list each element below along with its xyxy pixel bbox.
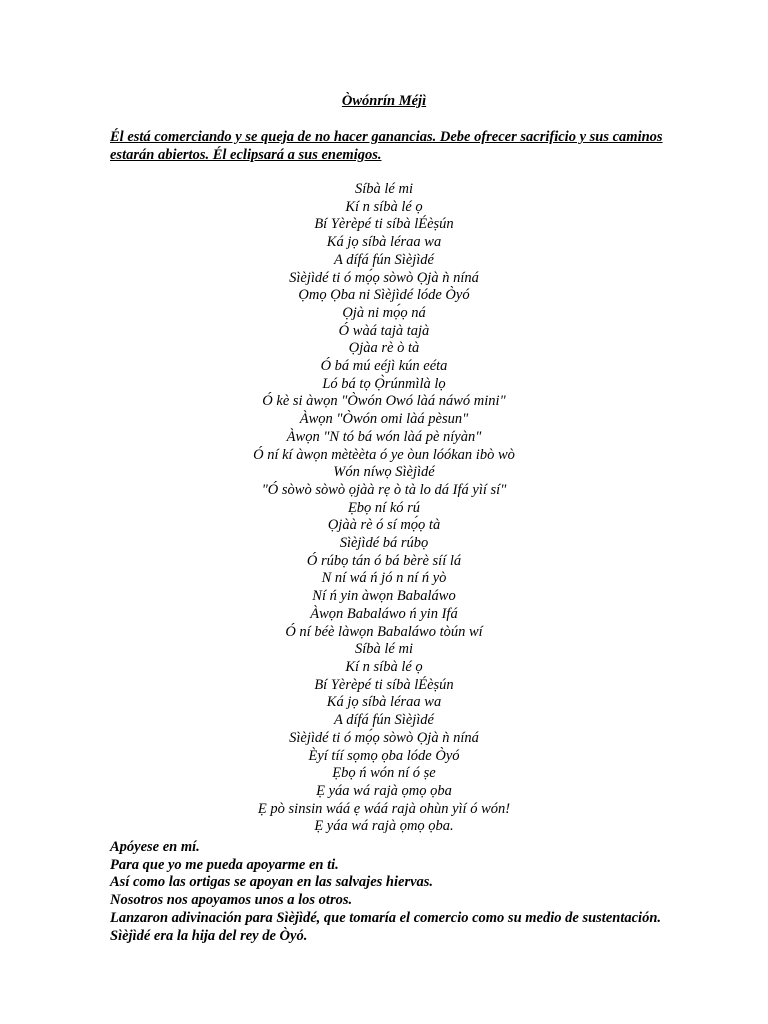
verse-line: Ẹ yáa wá rajà ọmọ ọba. <box>314 818 454 835</box>
page-title: Òwónrín Méjì <box>341 93 427 109</box>
verse-line: Kí n síbà lé ọ <box>345 198 423 215</box>
verse-line: Ọmọ Ọba ni Sìèjìdé lóde Òyó <box>298 287 470 304</box>
verse-line: Wón níwọ Sìèjìdé <box>333 464 435 481</box>
translation-line: Nosotros nos apoyamos unos a los otros. <box>110 892 353 909</box>
translation-block <box>110 839 670 945</box>
verse-line: A dífá fún Sìèjìdé <box>333 712 434 729</box>
verse-line: Ọjàa rè ò tà <box>348 340 420 357</box>
translation-line: Lanzaron adivinación para Sìèjìdé, que tomaría el comercio como su medio de sustentación. <box>110 909 662 926</box>
verse-line: Ẹ yáa wá rajà ọmọ ọba <box>316 782 452 799</box>
verse-line: Ẹbọ ní kó rú <box>347 499 421 516</box>
verse-line: Ó ní béè làwọn Babaláwo tòún wí <box>285 623 483 640</box>
translation-line: Apóyese en mí. <box>110 839 200 855</box>
verse-line: A dífá fún Sìèjìdé <box>333 251 434 268</box>
verse-line: Ọjàà rè ó sí mọ́ọ tà <box>327 517 441 534</box>
verse-line: Ní ń yin àwọn Babaláwo <box>312 588 456 605</box>
verse-line: N ní wá ń jó n ní ń yò <box>321 570 447 587</box>
verse-line: Kí n síbà lé ọ <box>345 658 423 675</box>
verse-line: Sìèjìdé ti ó mọ́ọ sòwò Ọjà ǹ níná <box>289 729 479 746</box>
verse-line: Ó kè si àwọn "Òwón Owó làá náwó mini" <box>262 393 506 410</box>
verse-line: Àwọn Babaláwo ń yin Ifá <box>310 605 458 622</box>
verse-line: Ó rúbọ tán ó bá bèrè síí lá <box>306 552 462 569</box>
verse-line: Síbà lé mi <box>355 181 413 197</box>
verse-line: Ó bá mú eéjì kún eéta <box>320 358 448 375</box>
verse-line: Ó ní kí àwọn mètèèta ó ye òun lóókan ibò wò <box>253 446 515 463</box>
verse-line: Ẹbọ ń wón ní ó ṣe <box>332 765 436 782</box>
translation-line: Para que yo me pueda apoyarme en ti. <box>110 856 339 873</box>
verse-line: Bí Yèrèpé ti síbà lÉèṣún <box>314 216 454 233</box>
verse-line: Èyí tíí sọmọ ọba lóde Òyó <box>308 747 460 764</box>
translation-line: Sìèjìdé era la hija del rey de Òyó. <box>110 927 308 944</box>
verse-line: Síbà lé mi <box>355 641 413 658</box>
verse-line: Ẹ pò sinsin wáá ẹ wáá rajà ohùn yìí ó wón! <box>257 800 511 817</box>
verse-line: Àwọn "Òwón omi làá pèsun" <box>299 411 469 428</box>
verse-line: Sìèjìdé bá rúbọ <box>339 535 429 552</box>
verse-line: Ọjà ni mọ́ọ ná <box>342 304 426 321</box>
verse-line: Ó wàá tajà tajà <box>338 322 430 339</box>
verse-line: Ká jọ síbà léraa wa <box>326 694 442 711</box>
verse-line: Ká jọ síbà léraa wa <box>326 234 442 251</box>
intro-paragraph: Él está comerciando y se queja de no hacer ganancias. Debe ofrecer sacrificio y sus caminos estarán abiertos. Él eclipsará a sus enemigos. <box>110 129 663 163</box>
translation-line: Así como las ortigas se apoyan en las salvajes hiervas. <box>110 874 434 891</box>
verse-line: Àwọn "N tó bá wón làá pè níyàn" <box>286 428 482 445</box>
verse-line: Sìèjìdé ti ó mọ́ọ sòwò Ọjà ǹ níná <box>289 269 479 286</box>
verse-line: Bí Yèrèpé ti síbà lÉèṣún <box>314 676 454 693</box>
verse-line: "Ó sòwò sòwò ọjàà rẹ ò tà lo dá Ifá yìí sí" <box>261 481 507 498</box>
verse-block <box>0 181 768 836</box>
verse-line: Ló bá tọ Ọ̀rúnmìlà lọ <box>322 375 446 392</box>
